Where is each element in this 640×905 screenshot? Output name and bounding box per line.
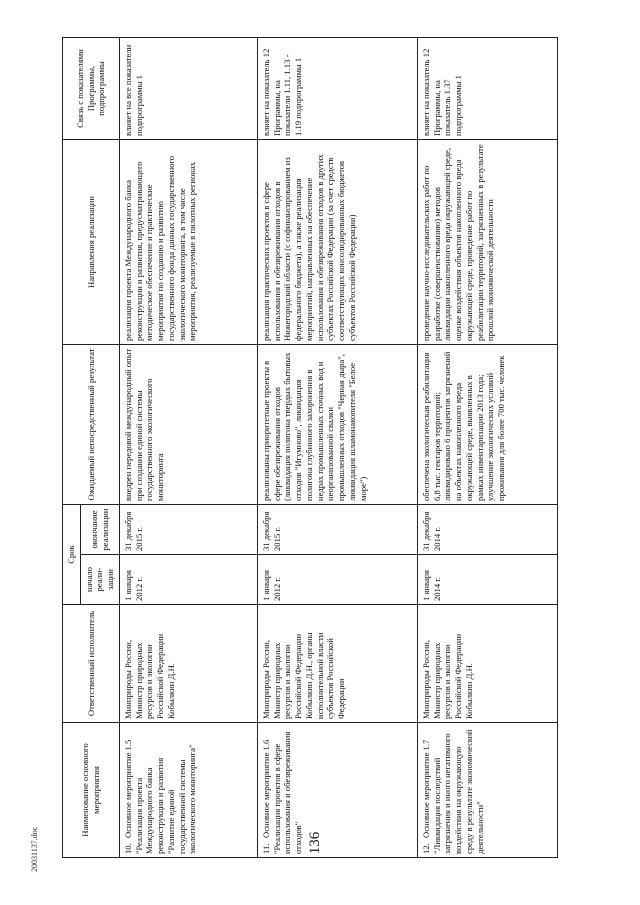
header-start: начало реали-зации <box>80 555 119 605</box>
cell-directions: реализация практических проектов в сфере использования и обезвреживания отходов в Нижегородской области (с софинансированием из федерального бюджета), а также реализация мероприятий, направленных на обеспечение использования и обезвреживания отходов в других субъектах Российской Федерации (за счет средств соответствующих консолидированных бюджетов субъектов Российской Федерации) <box>257 139 417 344</box>
cell-responsible: Минприроды России, Министр природных ресурсов и экологии Российской Федерации Кобылкин Д.Н. <box>119 605 257 723</box>
cell-result: реализованы приоритетные проекты в сфере обезвреживания отходов (ликвидация полигона твердых бытовых отходов "Игумново", ликвидация полигона глубинного захоронения в недрах промышленных сточных вод и неорганизованной свалки промышленных отходов "Черная дыра", ликвидация шламонакопителя "Белое море") <box>257 344 417 504</box>
cell-name: 12.Основное мероприятие 1.7 "Ликвидация последствий загрязнения и иного негативного воздействия на окружающую среду в результате экономической деятельности" <box>417 723 557 858</box>
header-responsible: Ответственный исполнитель <box>63 605 120 723</box>
row-number: 12. <box>420 843 431 854</box>
row-number: 11. <box>260 843 271 854</box>
measures-table <box>62 37 558 858</box>
cell-link: влияет на показатель 12 Программы, на показатель 1.37 подпрограммы 1 <box>417 37 557 139</box>
header-directions: Направления реализации <box>63 139 120 344</box>
table-row <box>257 37 417 857</box>
rotated-page <box>62 38 562 858</box>
cell-name: 10.Основное мероприятие 1.5 "Реализация проекта Международного банка реконструкции и развития "Развитие единой государственной системы экологического мониторинга" <box>119 723 257 858</box>
cell-end: 31 декабря 2015 г. <box>119 504 257 554</box>
table-row <box>119 37 257 857</box>
header-row <box>63 37 81 857</box>
cell-start: 1 января 2012 г. <box>119 555 257 605</box>
cell-result: обеспечена экологическая реабилитация 6,8 тыс. гектаров территорий; ликвидировано 6 процентов загрязнений на объектах накопленного вреда окружающей среде, выявленных в рамках инвентаризации 2013 года; улучшение экологических условий проживания для более 700 тыс. человек <box>417 344 557 504</box>
cell-start: 1 января 2014 г. <box>417 555 557 605</box>
table-row <box>417 37 557 857</box>
header-end: окончание реализации <box>80 504 119 554</box>
row-number: 10. <box>122 843 133 854</box>
cell-link: влияет на показатель 12 Программы, на показатели 1.11, 1.13 - 1.19 подпрограммы 1 <box>257 37 417 139</box>
cell-link: влияет на все показатели подпрограммы 1 <box>119 37 257 139</box>
header-result: Ожидаемый непосредственный результат <box>63 344 120 504</box>
header-name: Наименование основного мероприятия <box>63 723 120 858</box>
header-term: Срок <box>63 504 81 604</box>
page-number: 136 <box>307 831 323 855</box>
cell-end: 31 декабря 2015 г. <box>257 504 417 554</box>
document-id: 20031137.doc <box>30 826 39 872</box>
cell-directions: реализация проекта Международного банка реконструкции и развития, предусматривающего методическое обеспечение и практические мероприятия по созданию и развитию государственного фонда данных государственного экологического мониторинга, в том числе мероприятия, реализуемые в пилотных регионах <box>119 139 257 344</box>
cell-name: 11.Основное мероприятие 1.6 "Реализация проектов в сфере использования и обезвреживания отходов" <box>257 723 417 858</box>
header-link: Связь с показателями Программы, подпрограммы <box>63 37 120 139</box>
cell-responsible: Минприроды России, Министр природных ресурсов и экологии Российской Федерации Кобылкин Д.Н. <box>417 605 557 723</box>
cell-responsible: Минприроды России, Министр природных ресурсов и экологии Российской Федерации Кобылкин Д.Н., органы исполнительной власти субъектов Российской Федерации <box>257 605 417 723</box>
cell-directions: проведение научно-исследовательских работ по разработке (совершенствованию) методов ликвидации накопленного вреда окружающей среде, оценке воздействия объектов накопленного вреда окружающей среде, проведение работ по реабилитации территорий, загрязненных в результате прошлой экономической деятельности <box>417 139 557 344</box>
cell-start: 1 января 2012 г. <box>257 555 417 605</box>
cell-end: 31 декабря 2014 г. <box>417 504 557 554</box>
cell-result: внедрен передовой международный опыт при создании единой системы государственного экологического мониторинга <box>119 344 257 504</box>
